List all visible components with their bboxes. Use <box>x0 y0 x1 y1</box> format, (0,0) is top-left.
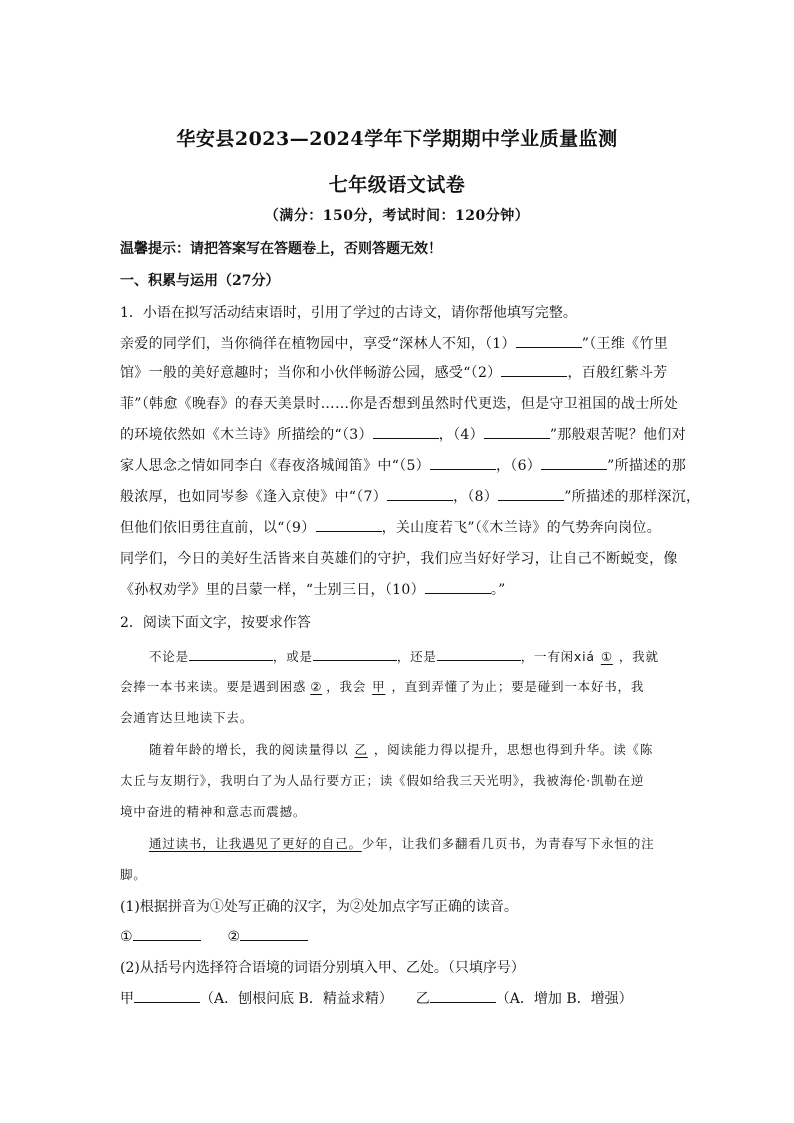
q1-line-3 <box>120 393 680 413</box>
q1-text: ”所描述的那 <box>607 458 687 474</box>
answer-blank-3[interactable] <box>373 424 439 439</box>
question-2-stem: 2．阅读下面文字，按要求作答 <box>120 615 311 631</box>
q1-text: ，（4） <box>438 427 484 443</box>
passage-text: 随着年龄的增长，我的阅读量得以 <box>149 742 349 757</box>
answer-blank-4[interactable] <box>484 424 550 439</box>
q2-para1-line1 <box>149 646 679 665</box>
q1-text: 同学们，今日的美好生活皆来自英雄们的守护，我们应当好好学习，让自己不断蜕变，像 <box>120 551 678 567</box>
q1-line-9 <box>120 579 680 599</box>
yi-label: 乙 <box>415 991 430 1007</box>
q1-text: ，（6） <box>495 458 542 474</box>
passage-text: ，一有闲xiá <box>520 649 595 664</box>
yi-options: （A．增加 B．增强） <box>495 991 633 1007</box>
q2-para2-line1 <box>149 740 679 758</box>
answer-blank-jia[interactable] <box>134 988 200 1003</box>
answer-blank-6[interactable] <box>541 455 607 470</box>
answer-blank-5[interactable] <box>430 455 496 470</box>
sub-question-2-answers <box>120 988 633 1008</box>
passage-blank-c[interactable] <box>437 646 521 661</box>
passage-text: 会通宵达旦地读下去。 <box>120 710 254 725</box>
jia-label: 甲 <box>120 991 134 1007</box>
q1-text: 《孙权劝学》里的吕蒙一样，“士别三日，（10） <box>120 582 425 598</box>
q2-para3-line2 <box>120 865 680 883</box>
q2-para2-line2 <box>120 771 680 789</box>
passage-text: 会捧一本书来读。要是遇到困惑 <box>120 679 307 694</box>
q1-text: ，百般红紫斗芳 <box>567 365 668 381</box>
q2-para1-line2 <box>120 677 680 695</box>
q1-line-7 <box>120 517 680 537</box>
passage-text: ，或是 <box>272 649 313 664</box>
q1-line-2 <box>120 362 680 382</box>
passage-text: ，我就 <box>618 649 659 664</box>
q2-para2-line3 <box>120 802 680 820</box>
answer-blank-2[interactable] <box>501 362 567 377</box>
passage-text: 境中奋进的精神和意志而震撼。 <box>120 804 307 819</box>
q1-text: 的环境依然如《木兰诗》所描绘的“（3） <box>120 427 373 443</box>
answer-blank-char[interactable] <box>133 926 201 941</box>
passage-blank-b[interactable] <box>313 646 397 661</box>
sub-question-1: (1)根据拼音为①处写正确的汉字，为②处加点字写正确的读音。 <box>120 899 518 915</box>
q1-text: ”（王维《竹里 <box>581 336 669 352</box>
answer-blank-yi[interactable] <box>430 988 496 1003</box>
q1-text: ，（8） <box>453 489 499 505</box>
answer-blank-9[interactable] <box>316 517 382 532</box>
q1-line-5 <box>120 455 687 475</box>
q2-para3-line1 <box>149 834 679 852</box>
q1-line-1 <box>120 333 680 353</box>
answer-blank-8[interactable] <box>498 486 564 501</box>
section-heading: 一、积累与运用（27分） <box>120 273 280 289</box>
passage-text: ，直到弄懂了为止；要是碰到一本好书，我 <box>391 679 645 694</box>
q1-line-6 <box>120 486 701 506</box>
sub-question-1-answers <box>120 926 308 945</box>
q1-text: 般浓厚，也如同岑参《逢入京使》中“（7） <box>120 489 388 505</box>
q1-text: 菲”（韩愈《晚春》的春天美景时……你是否想到虽然时代更迭，但是守卫祖国的战士所处 <box>120 396 679 412</box>
mark-1-label: ① <box>120 929 133 945</box>
mark-2: ② <box>310 679 323 694</box>
passage-text: ，我会 <box>326 679 367 694</box>
underlined-sentence: 通过读书，让我遇见了更好的自己。 <box>149 836 362 851</box>
question-1-stem: 1．小语在拟写活动结束语时，引用了学过的古诗文，请你帮他填写完整。 <box>120 305 577 321</box>
passage-text: ，还是 <box>396 649 437 664</box>
mark-yi: 乙 <box>354 742 368 757</box>
exam-title: 华安县2023—2024学年下学期期中学业质量监测 <box>176 128 618 150</box>
q1-text: ”那般艰苦呢？他们对 <box>549 427 687 443</box>
jia-options: （A．刨根问底 B．精益求精） <box>200 991 393 1007</box>
q1-line-8 <box>120 548 680 568</box>
passage-text: 少年，让我们多翻看几页书，为青春写下永恒的注 <box>361 836 655 851</box>
mark-jia: 甲 <box>372 679 386 694</box>
warm-tip: 温馨提示：请把答案写在答题卷上，否则答题无效！ <box>120 241 442 257</box>
q1-text: 但他们依旧勇往直前，以“（9） <box>120 520 316 536</box>
answer-blank-reading[interactable] <box>240 926 308 941</box>
mark-2-label: ② <box>227 929 241 945</box>
passage-text: 太丘与友期行》，我明白了为人品行要方正；读《假如给我三天光明》，我被海伦·凯勒在逆 <box>120 773 645 788</box>
q2-para1-line3 <box>120 708 680 726</box>
passage-text: ，阅读能力得以提升，思想也得到升华。读《陈 <box>373 742 654 757</box>
q1-text: 。” <box>490 582 506 598</box>
sub-question-2: (2)从括号内选择符合语境的词语分别填入甲、乙处。（只填序号） <box>120 960 525 976</box>
q1-text: 亲爱的同学们，当你徜徉在植物园中，享受“深林人不知，（1） <box>120 336 516 352</box>
q1-text: 馆》一般的美好意趣时；当你和小伙伴畅游公园，感受“（2） <box>120 365 502 381</box>
q1-text: ，关山度若飞”（《木兰诗》的气势奔向岗位。 <box>381 520 662 536</box>
score-info: （满分：150分，考试时间：120分钟） <box>264 208 530 224</box>
passage-text: 脚。 <box>120 867 147 882</box>
passage-text: 不论是 <box>149 649 189 664</box>
passage-blank-a[interactable] <box>189 646 273 661</box>
mark-1: ① <box>600 649 613 664</box>
exam-subtitle: 七年级语文试卷 <box>328 174 466 196</box>
answer-blank-1[interactable] <box>516 333 582 348</box>
q1-line-4 <box>120 424 687 444</box>
answer-blank-7[interactable] <box>387 486 453 501</box>
q1-text: ”所描述的那样深沉， <box>564 489 701 505</box>
answer-blank-10[interactable] <box>425 579 491 594</box>
q1-text: 家人思念之情如同李白《春夜洛城闻笛》中“（5） <box>120 458 430 474</box>
